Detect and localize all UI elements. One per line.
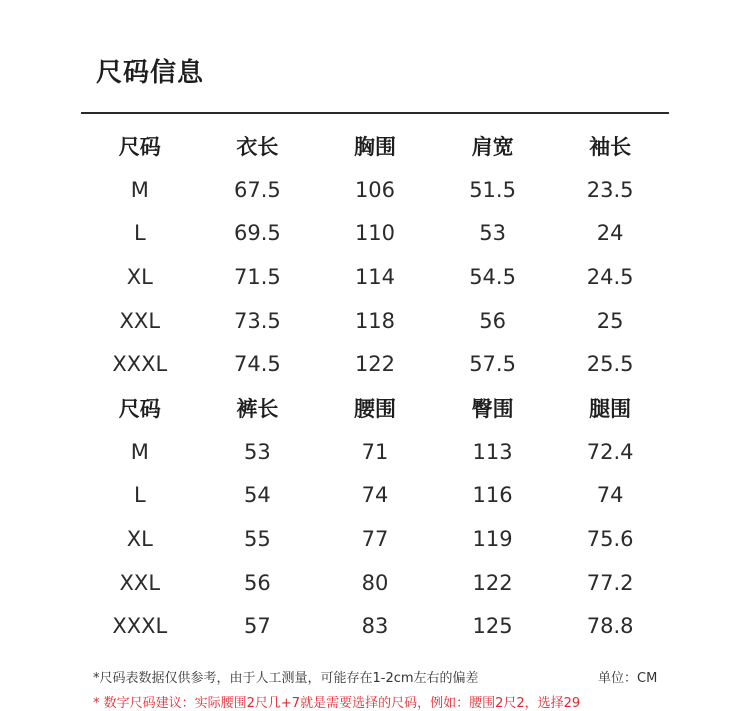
table-cell: 51.5 bbox=[469, 177, 516, 202]
table-cell: XXXL bbox=[112, 352, 168, 377]
table-cell: 25 bbox=[596, 308, 624, 333]
table-cell: 75.6 bbox=[586, 527, 634, 552]
table-cell: 71 bbox=[361, 439, 389, 464]
table-cell: XXL bbox=[119, 570, 161, 595]
table-cell: 56 bbox=[244, 570, 271, 595]
table-cell: 24.5 bbox=[586, 264, 634, 289]
header-cell: 衣长 bbox=[236, 134, 279, 159]
table-cell: 119 bbox=[472, 527, 513, 552]
table-cell: 122 bbox=[472, 570, 513, 595]
table-cell: 77 bbox=[361, 527, 389, 552]
table-cell: XXXL bbox=[112, 614, 168, 639]
table-cell: 125 bbox=[472, 614, 513, 639]
table-row bbox=[81, 342, 669, 386]
pants-header-row bbox=[81, 386, 669, 430]
table-cell: 74 bbox=[596, 483, 624, 508]
size-table bbox=[81, 124, 669, 648]
table-cell: 118 bbox=[354, 308, 396, 333]
table-cell: 57.5 bbox=[469, 352, 516, 377]
table-cell: 25.5 bbox=[586, 352, 634, 377]
header-cell: 尺码 bbox=[118, 134, 161, 159]
table-row bbox=[81, 168, 669, 212]
size-advice: * 数字尺码建议：实际腰围2尺几+7就是需要选择的尺码，例如：腰围2尺2，选择29 bbox=[93, 696, 581, 711]
table-cell: M bbox=[130, 439, 149, 464]
unit-label: 单位：CM bbox=[598, 671, 658, 686]
table-row bbox=[81, 605, 669, 649]
table-cell: 54.5 bbox=[469, 264, 516, 289]
table-cell: 83 bbox=[361, 614, 389, 639]
table-cell: XL bbox=[126, 264, 153, 289]
table-cell: 77.2 bbox=[586, 570, 634, 595]
measurement-disclaimer: *尺码表数据仅供参考，由于人工测量，可能存在1-2cm左右的偏差 bbox=[93, 671, 479, 686]
table-row bbox=[81, 517, 669, 561]
table-cell: 53 bbox=[244, 439, 271, 464]
header-cell: 腿围 bbox=[589, 396, 632, 421]
header-cell: 袖长 bbox=[589, 134, 632, 159]
table-cell: 53 bbox=[479, 221, 506, 246]
header-cell: 裤长 bbox=[236, 396, 279, 421]
table-cell: 113 bbox=[472, 439, 513, 464]
table-cell: L bbox=[133, 483, 146, 508]
table-cell: 24 bbox=[596, 221, 624, 246]
table-cell: XXL bbox=[119, 308, 161, 333]
table-row bbox=[81, 474, 669, 518]
table-cell: 74 bbox=[361, 483, 389, 508]
table-cell: 71.5 bbox=[234, 264, 281, 289]
table-cell: L bbox=[133, 221, 146, 246]
table-cell: 122 bbox=[354, 352, 396, 377]
table-cell: 80 bbox=[361, 570, 389, 595]
header-cell: 尺码 bbox=[118, 396, 161, 421]
table-cell: 54 bbox=[244, 483, 271, 508]
table-cell: 23.5 bbox=[586, 177, 634, 202]
table-cell: 55 bbox=[244, 527, 271, 552]
table-cell: M bbox=[130, 177, 149, 202]
table-row bbox=[81, 561, 669, 605]
table-cell: 74.5 bbox=[234, 352, 281, 377]
header-cell: 肩宽 bbox=[471, 134, 514, 159]
table-cell: 114 bbox=[354, 264, 396, 289]
header-cell: 胸围 bbox=[353, 134, 396, 159]
table-cell: 110 bbox=[354, 221, 396, 246]
table-row bbox=[81, 255, 669, 299]
table-row bbox=[81, 211, 669, 255]
page-title: 尺码信息 bbox=[96, 58, 205, 88]
table-row bbox=[81, 299, 669, 343]
table-cell: 57 bbox=[244, 614, 271, 639]
tops-header-row bbox=[81, 124, 669, 168]
table-cell: 78.8 bbox=[586, 614, 634, 639]
table-cell: 56 bbox=[479, 308, 506, 333]
table-cell: 67.5 bbox=[234, 177, 281, 202]
table-cell: 116 bbox=[472, 483, 513, 508]
title-divider bbox=[81, 112, 669, 114]
header-cell: 腰围 bbox=[353, 396, 396, 421]
table-cell: 106 bbox=[354, 177, 396, 202]
table-cell: 73.5 bbox=[234, 308, 281, 333]
table-row bbox=[81, 430, 669, 474]
table-cell: XL bbox=[126, 527, 153, 552]
table-cell: 72.4 bbox=[586, 439, 634, 464]
header-cell: 臀围 bbox=[471, 396, 514, 421]
table-cell: 69.5 bbox=[234, 221, 281, 246]
